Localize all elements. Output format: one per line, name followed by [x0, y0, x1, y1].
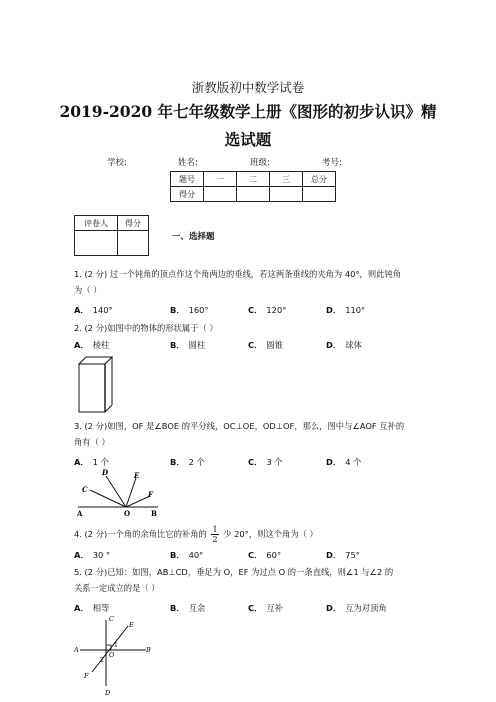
- option-text: 30 °: [92, 550, 111, 560]
- question-5: [74, 564, 426, 596]
- option-text: 110°: [345, 305, 366, 315]
- question-4: [74, 524, 426, 544]
- option-text: 120°: [266, 305, 287, 315]
- option: [248, 304, 286, 316]
- option-letter: B．: [170, 340, 185, 350]
- option-text: 4 个: [345, 457, 362, 467]
- option-text: 140°: [92, 305, 113, 315]
- option: [74, 549, 110, 561]
- school-label: 学校:: [107, 158, 127, 168]
- option-letter: C．: [248, 340, 263, 350]
- option-text: 40°: [188, 550, 204, 560]
- question-2: [74, 320, 426, 336]
- angle-label: 2: [100, 657, 104, 664]
- option-letter: A．: [74, 340, 89, 350]
- question-text: 4. (2 分)一个角的余角比它的补角的: [74, 529, 207, 539]
- option-text: 相等: [92, 603, 110, 613]
- option: [248, 339, 283, 351]
- option: [326, 602, 387, 614]
- option-letter: C．: [248, 305, 263, 315]
- option-letter: A．: [74, 603, 89, 613]
- question-text: 为（ ）: [74, 285, 102, 295]
- option-letter: D．: [326, 457, 342, 467]
- option-letter: A．: [74, 550, 89, 560]
- option: [170, 549, 203, 561]
- page-title: [40, 98, 456, 154]
- title-line-2: 选试题: [224, 130, 272, 149]
- option: [326, 304, 365, 316]
- option: [248, 456, 283, 468]
- option-letter: B．: [170, 603, 185, 613]
- score-header-cell: 一: [204, 172, 237, 187]
- rater-cell: [118, 231, 149, 256]
- option: [170, 304, 209, 316]
- point-label: D: [102, 468, 109, 477]
- option: [170, 456, 205, 468]
- point-label: E: [134, 471, 140, 480]
- option-letter: B．: [170, 457, 185, 467]
- option-text: 2 个: [188, 457, 205, 467]
- point-label: A: [74, 646, 79, 654]
- option-letter: A．: [74, 305, 89, 315]
- option-text: 60°: [266, 550, 282, 560]
- exam-header: 浙教版初中数学试卷: [191, 80, 305, 95]
- name-label: 姓名:: [178, 158, 198, 168]
- prism-figure: [76, 354, 116, 416]
- option-text: 圆锥: [266, 340, 283, 350]
- option-letter: B．: [170, 305, 185, 315]
- option-letter: D．: [326, 603, 342, 613]
- option: [326, 339, 362, 351]
- score-row-label: 得分: [171, 187, 204, 202]
- point-label: B: [151, 509, 157, 518]
- point-label: A: [77, 509, 83, 518]
- score-cell: [237, 187, 270, 202]
- option: [74, 339, 109, 351]
- question-text: 角有（ ）: [74, 437, 110, 447]
- section-heading: 一、选择题: [172, 232, 215, 242]
- option-text: 160°: [188, 305, 209, 315]
- point-label: F: [84, 672, 89, 680]
- score-cell: [303, 187, 336, 202]
- option: [170, 602, 205, 614]
- score-table: [170, 171, 336, 202]
- option: [74, 304, 113, 316]
- question-text: 少 20°，则这个角为（ ）: [223, 529, 318, 539]
- option-letter: C．: [248, 603, 263, 613]
- score-header-cell: 题号: [171, 172, 204, 187]
- score-header-cell: 三: [270, 172, 303, 187]
- option: [326, 456, 361, 468]
- option-letter: D．: [326, 550, 342, 560]
- question-3: [74, 418, 426, 450]
- rater-score-header: 得分: [118, 216, 149, 231]
- angle-label: 1: [114, 642, 118, 649]
- rater-cell: [75, 231, 118, 256]
- option: [74, 456, 109, 468]
- point-label: O: [124, 509, 131, 518]
- option-text: 75°: [345, 550, 360, 560]
- option-letter: A．: [74, 457, 89, 467]
- question-text: 5. (2 分)已知：如图，AB⊥CD，垂足为 O，EF 为过点 O 的一条直线，则∠1 与∠2 的: [74, 567, 394, 577]
- point-label: B: [146, 646, 151, 654]
- point-label: E: [129, 621, 134, 629]
- point-label: C: [82, 485, 88, 494]
- option: [326, 549, 360, 561]
- rater-table: [74, 215, 149, 256]
- angle-figure: [74, 468, 164, 518]
- option-text: 互补: [266, 603, 283, 613]
- point-label: D: [105, 689, 111, 697]
- option-text: 圆柱: [188, 340, 206, 350]
- perpendicular-figure: [72, 612, 158, 700]
- score-header-cell: 二: [237, 172, 270, 187]
- question-1: [74, 266, 426, 298]
- question-text: 2. (2 分)如图中的物体的形状属于（ ）: [74, 323, 218, 333]
- option-text: 互余: [188, 603, 206, 613]
- number-label: 考号:: [322, 158, 342, 168]
- option-text: 球体: [345, 340, 362, 350]
- rater-header: 评卷人: [75, 216, 118, 231]
- option-text: 1 个: [92, 457, 109, 467]
- fraction-numerator: 1: [212, 525, 218, 534]
- score-cell: [270, 187, 303, 202]
- option: [170, 339, 205, 351]
- option-letter: D．: [326, 340, 342, 350]
- point-label: F: [148, 490, 153, 499]
- fraction-denominator: 2: [212, 535, 218, 544]
- point-label: C: [109, 615, 114, 623]
- question-text: 1. (2 分) 过一个钝角的顶点作这个角两边的垂线，若这两条垂线的夹角为 40°，则此钝角: [74, 269, 402, 279]
- question-text: 3. (2 分)如图，OF 是∠BOE 的平分线，OC⊥OE，OD⊥OF，那么，图中与∠AOF 互补的: [74, 421, 405, 431]
- option-text: 棱柱: [92, 340, 110, 350]
- option: [248, 602, 283, 614]
- score-cell: [204, 187, 237, 202]
- option-letter: C．: [248, 457, 263, 467]
- option-text: 3 个: [266, 457, 283, 467]
- option-letter: D．: [326, 305, 342, 315]
- title-line-1: 2019-2020 年七年级数学上册《图形的初步认识》精: [59, 102, 437, 121]
- option: [248, 549, 281, 561]
- fraction: [211, 525, 218, 544]
- question-text: 关系一定成立的是（ ）: [74, 583, 160, 593]
- point-label: O: [109, 651, 115, 659]
- option-text: 互为对顶角: [345, 603, 387, 613]
- class-label: 班级:: [250, 158, 270, 168]
- score-header-cell: 总分: [303, 172, 336, 187]
- option-letter: C．: [248, 550, 263, 560]
- option-letter: B．: [170, 550, 185, 560]
